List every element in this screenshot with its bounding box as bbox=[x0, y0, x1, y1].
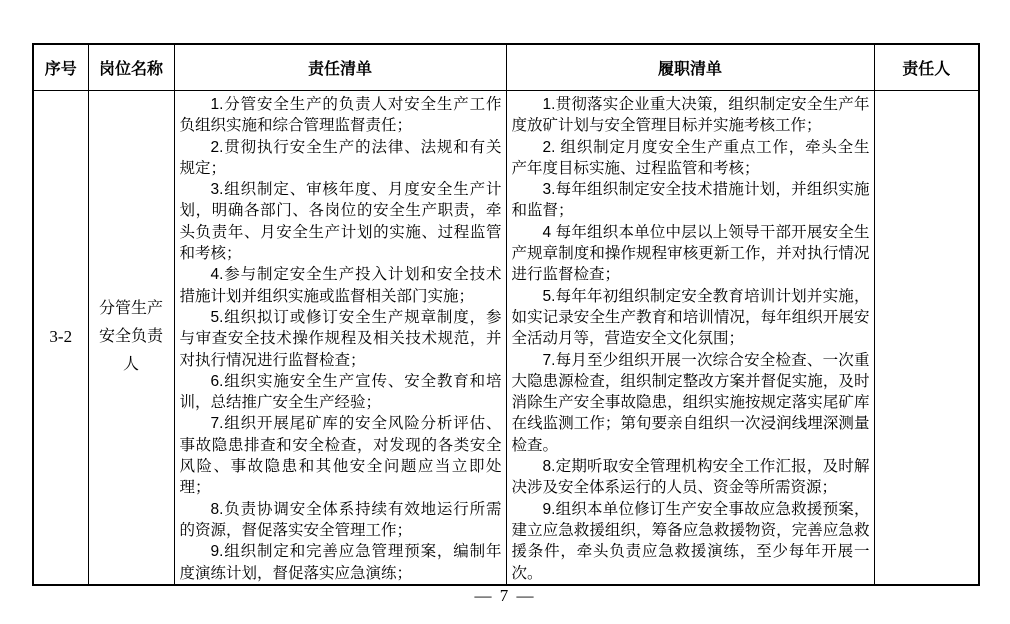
list-paragraph: 6.组织实施安全生产宣传、安全教育和培训，总结推广安全生产经验； bbox=[179, 372, 502, 412]
responsible-person-cell bbox=[874, 91, 979, 585]
list-paragraph: 1.分管安全生产的负责人对安全生产工作负组织实施和综合管理监督责任； bbox=[179, 96, 502, 135]
list-paragraph: 5.每年年初组织制定安全教育培训计划并实施，如实记录安全生产教育和培训情况，每年组织开展安全活动月等，营造安全文化氛围； bbox=[511, 287, 870, 348]
page-number: — 7 — bbox=[474, 586, 536, 605]
column-header-responsibility-list: 责任清单 bbox=[174, 44, 506, 91]
column-header-position: 岗位名称 bbox=[88, 44, 174, 91]
list-paragraph: 3.组织制定、审核年度、月度安全生产计划，明确各部门、各岗位的安全生产职责，牵头负责年、月安全生产计划的实施、过程监管和考核； bbox=[179, 181, 502, 263]
list-paragraph: 7.每月至少组织开展一次综合安全检查、一次重大隐患源检查，组织制定整改方案并督促实施，及时消除生产安全事故隐患，组织实施按规定落实尾矿库在线监测工作；第旬要亲自组织一次浸润线埋深测量检查。 bbox=[511, 351, 870, 454]
table-header-row bbox=[33, 44, 979, 91]
list-paragraph: 1.贯彻落实企业重大决策，组织制定安全生产年度放矿计划与安全管理目标并实施考核工作； bbox=[511, 96, 870, 135]
list-paragraph: 2.贯彻执行安全生产的法律、法规和有关规定； bbox=[179, 138, 502, 177]
serial-number-cell: 3-2 bbox=[33, 91, 88, 585]
column-header-duty-list: 履职清单 bbox=[506, 44, 874, 91]
list-paragraph: 2. 组织制定月度安全生产重点工作，牵头全生产年度目标实施、过程监管和考核； bbox=[511, 138, 870, 177]
list-paragraph: 9.组织制定和完善应急管理预案，编制年度演练计划，督促落实应急演练； bbox=[179, 543, 502, 582]
list-paragraph: 4 每年组织本单位中层以上领导干部开展安全生产规章制度和操作规程审核更新工作，并对执行情况进行监督检查； bbox=[511, 223, 870, 284]
duty-list-cell bbox=[506, 91, 874, 585]
list-paragraph: 8.定期听取安全管理机构安全工作汇报，及时解决涉及安全体系运行的人员、资金等所需资源； bbox=[511, 458, 870, 497]
table-row bbox=[33, 91, 979, 585]
list-paragraph: 8.负责协调安全体系持续有效地运行所需的资源，督促落实安全管理工作； bbox=[179, 500, 502, 539]
list-paragraph: 5.组织拟订或修订安全生产规章制度，参与审查安全技术操作规程及相关技术规范，并对执行情况进行监督检查； bbox=[179, 308, 502, 369]
list-paragraph: 7.组织开展尾矿库的安全风险分析评估、事故隐患排查和安全检查，对发现的各类安全风险、事故隐患和其他安全问题应当立即处理； bbox=[179, 415, 502, 497]
responsibility-table bbox=[32, 43, 980, 586]
responsibility-list-cell bbox=[174, 91, 506, 585]
list-paragraph: 3.每年组织制定安全技术措施计划，并组织实施和监督； bbox=[511, 181, 870, 220]
position-name-cell: 分管生产安全负责人 bbox=[88, 91, 174, 585]
list-paragraph: 9.组织本单位修订生产安全事故应急救援预案，建立应急救援组织，筹备应急救援物资，完善应急救援条件，牵头负责应急救援演练，至少每年开展一次。 bbox=[511, 500, 870, 582]
column-header-serial: 序号 bbox=[33, 44, 88, 91]
column-header-responsible-person: 责任人 bbox=[874, 44, 979, 91]
list-paragraph: 4.参与制定安全生产投入计划和安全技术措施计划并组织实施或监督相关部门实施； bbox=[179, 266, 502, 305]
